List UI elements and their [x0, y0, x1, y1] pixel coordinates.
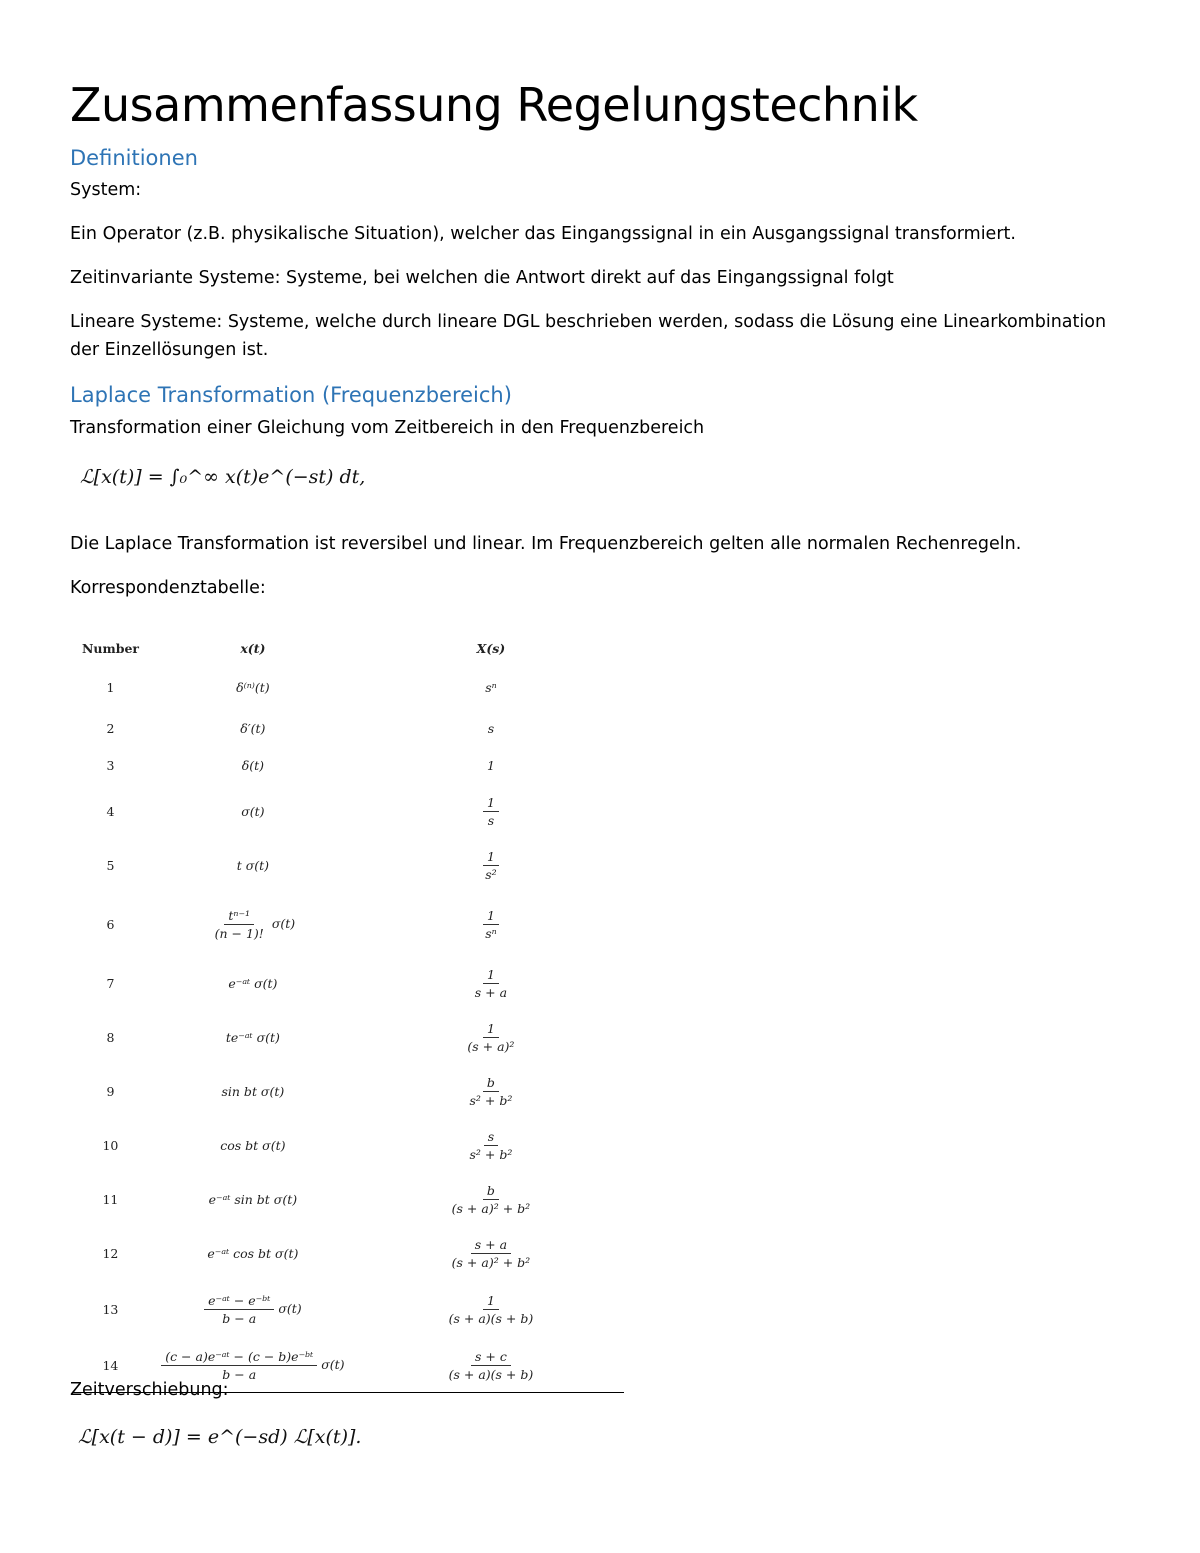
- time-function: e⁻ᵃᵗ sin bt σ(t): [208, 1191, 298, 1207]
- row-number: 12: [102, 1245, 119, 1261]
- time-function: cos bt σ(t): [220, 1137, 286, 1153]
- row-number: 7: [106, 975, 115, 991]
- row-number: 4: [106, 803, 115, 819]
- laplace-function: $\frac{b}{\text{s² + b²}}$: [469, 1074, 513, 1108]
- row-number: 1: [106, 679, 115, 695]
- row-number: 10: [102, 1137, 119, 1153]
- laplace-function: $\frac{1}{s}$: [358, 784, 624, 838]
- time-function: $\frac{\text{e⁻ᵃᵗ − e⁻ᵇᵗ}}{b - a}$ σ(t): [148, 1280, 358, 1338]
- section-heading-definitions: Definitionen: [70, 146, 198, 170]
- table-row: [72, 1064, 624, 1118]
- section-heading-laplace: Laplace Transformation (Frequenzbereich): [70, 383, 512, 407]
- table-row: [72, 747, 624, 784]
- column-header-xs: X(s): [476, 640, 506, 656]
- table-row: [72, 956, 624, 1010]
- time-function: δ⁽ⁿ⁾(t): [236, 679, 270, 695]
- row-number: 2: [106, 721, 115, 736]
- column-header-xt: x(t): [240, 640, 266, 656]
- laplace-function: $\frac{s + a}{\text{(s + a)² + b²}}$: [451, 1236, 531, 1270]
- time-function: e⁻ᵃᵗ cos bt σ(t): [207, 1245, 299, 1261]
- row-number: 3: [106, 758, 115, 773]
- laplace-function: $\frac{s}{\text{s² + b²}}$: [469, 1128, 513, 1162]
- paragraph-time-invariant: Zeitinvariante Systeme: Systeme, bei welchen die Antwort direkt auf das Eingangssignal folgt: [70, 268, 894, 288]
- row-number: 6: [106, 916, 115, 932]
- row-number: 5: [106, 857, 115, 873]
- row-number: 8: [106, 1029, 115, 1045]
- laplace-function: $\frac{1}{\text{sⁿ}}$: [358, 892, 624, 956]
- time-function: sin bt σ(t): [221, 1083, 285, 1099]
- laplace-function: $\frac{s + c}{(s + a)(s + b)}$: [358, 1338, 624, 1393]
- paragraph-laplace-intro: Transformation einer Gleichung vom Zeitbereich in den Frequenzbereich: [70, 418, 705, 438]
- table-row: [72, 1280, 624, 1338]
- row-number: 13: [102, 1301, 119, 1317]
- table-row: [72, 892, 624, 956]
- laplace-function: 1: [486, 758, 495, 773]
- time-function: t σ(t): [236, 857, 270, 873]
- time-function: δ(t): [241, 758, 265, 773]
- laplace-function: $\frac{b}{\text{(s + a)² + b²}}$: [451, 1182, 531, 1216]
- table-row: [72, 838, 624, 892]
- laplace-function: $\frac{1}{s + a}$: [474, 966, 508, 1000]
- table-header-row: [72, 632, 624, 664]
- table-row: [72, 1226, 624, 1280]
- table-row: [72, 1118, 624, 1172]
- laplace-definition-formula: ℒ[x(t)] = ∫₀^∞ x(t)e^(−st) dt,: [80, 466, 366, 488]
- table-row: [72, 784, 624, 838]
- row-number: 9: [106, 1083, 115, 1099]
- paragraph-laplace-properties: Die Laplace Transformation ist reversibel und linear. Im Frequenzbereich gelten alle normalen Rechenregeln.: [70, 534, 1022, 554]
- paragraph-system-definition: Ein Operator (z.B. physikalische Situation), welcher das Eingangssignal in ein Ausgangssignal transformiert.: [70, 224, 1016, 244]
- laplace-function: s: [487, 721, 495, 736]
- time-function: $\frac{\text{tⁿ⁻¹}}{(n - 1)!}$ σ(t): [214, 907, 296, 941]
- page-title: Zusammenfassung Regelungstechnik: [70, 78, 918, 132]
- time-function: σ(t): [241, 803, 265, 819]
- label-correspondence-table: Korrespondenztabelle:: [70, 578, 266, 598]
- laplace-function: $\frac{1}{\text{(s + a)²}}$: [467, 1020, 515, 1054]
- table-row: [72, 1010, 624, 1064]
- time-function: te⁻ᵃᵗ σ(t): [225, 1029, 280, 1045]
- correspondence-table: [72, 632, 624, 1393]
- laplace-function: $\frac{1}{\text{s²}}$: [358, 838, 624, 892]
- laplace-function: sⁿ: [485, 679, 497, 695]
- row-number: 11: [102, 1191, 119, 1207]
- table-row: [72, 664, 624, 710]
- label-time-shift: Zeitverschiebung:: [70, 1380, 229, 1400]
- time-shift-formula: ℒ[x(t − d)] = e^(−sd) ℒ[x(t)].: [78, 1426, 362, 1448]
- time-function: e⁻ᵃᵗ σ(t): [228, 975, 278, 991]
- laplace-function: $\frac{1}{(s + a)(s + b)}$: [448, 1292, 534, 1326]
- table-row: [72, 710, 624, 747]
- label-system: System:: [70, 180, 142, 200]
- column-header-number: Number: [82, 640, 140, 656]
- paragraph-linear-systems: Lineare Systeme: Systeme, welche durch lineare DGL beschrieben werden, sodass die Lösung eine Linearkombination der Einzellösungen ist.: [70, 312, 1107, 360]
- row-number: 14: [72, 1338, 148, 1393]
- time-function: $\frac{\text{(c − a)e⁻ᵃᵗ − (c − b)e⁻ᵇᵗ}}{b - a}$ σ(t): [148, 1338, 358, 1393]
- table-row: [72, 1172, 624, 1226]
- time-function: δ′(t): [240, 721, 266, 736]
